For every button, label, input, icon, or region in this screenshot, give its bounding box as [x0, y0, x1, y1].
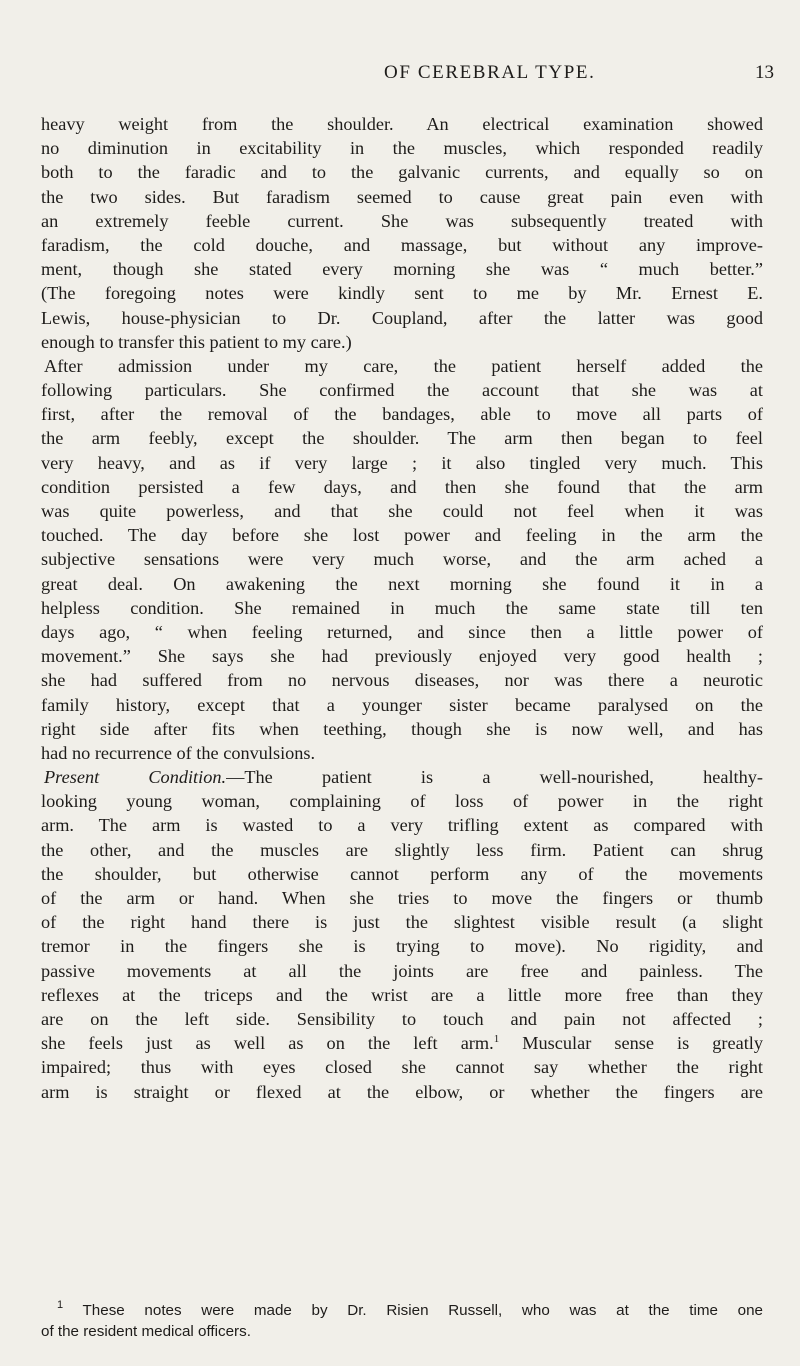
text-line: great deal. On awakening the next morning she found it in a	[41, 573, 763, 594]
text-line: are on the left side. Sensibility to touch and pain not affected ;	[41, 1008, 763, 1029]
footnote-reference[interactable]: 1	[493, 1033, 500, 1046]
footnote-text: These notes were made by Dr. Risien Russell, who was at the time one	[63, 1302, 763, 1319]
text-line: of the right hand there is just the slightest visible result (a slight	[41, 912, 763, 933]
text-line: both to the faradic and to the galvanic currents, and equally so on	[41, 162, 763, 183]
text-line: the shoulder, but otherwise cannot perform any of the movements	[41, 863, 763, 884]
text-line: arm is straight or flexed at the elbow, or whether the fingers are	[41, 1081, 763, 1102]
text-line: the other, and the muscles are slightly less firm. Patient can shrug	[41, 839, 763, 860]
text-line: helpless condition. She remained in much the same state till ten	[41, 597, 763, 618]
text-line: reflexes at the triceps and the wrist are a little more free than they	[41, 984, 763, 1005]
text-line: passive movements at all the joints are free and painless. The	[41, 960, 763, 981]
text-line: Lewis, house-physician to Dr. Coupland, after the latter was good	[41, 307, 763, 328]
text-line: no diminution in excitability in the muscles, which responded readily	[41, 138, 763, 159]
text-line: subjective sensations were very much worse, and the arm ached a	[41, 549, 763, 570]
text-run: Muscular sense is greatly	[499, 1033, 763, 1054]
text-line: ment, though she stated every morning she was “ much better.”	[41, 259, 763, 280]
text-line: had no recurrence of the convulsions.	[41, 742, 316, 763]
text-line: was quite powerless, and that she could not feel when it was	[41, 501, 763, 521]
text-line: After admission under my care, the patient herself added the	[44, 355, 763, 376]
text-line: faradism, the cold douche, and massage, but without any improve-	[41, 234, 763, 255]
text-line: looking young woman, complaining of loss of power in the right	[41, 791, 763, 812]
text-line: the two sides. But faradism seemed to cause great pain even with	[41, 186, 763, 207]
text-line: very heavy, and as if very large ; it also tingled very much. This	[41, 452, 763, 473]
text-line: tremor in the fingers she is trying to move). No rigidity, and	[41, 936, 763, 957]
footnote-marker: 1	[57, 1300, 64, 1311]
text-line: impaired; thus with eyes closed she cannot say whether the right	[41, 1057, 763, 1078]
footnote-ref-line	[41, 1031, 763, 1055]
text-line: heavy weight from the shoulder. An electrical examination showed	[41, 114, 763, 134]
text-line: right side after fits when teething, though she is now well, and has	[41, 718, 763, 739]
body-text	[41, 112, 763, 1104]
footnote	[41, 1300, 763, 1342]
text-line: of the arm or hand. When she tries to move the fingers or thumb	[41, 888, 763, 908]
text-line: she had suffered from no nervous diseases, nor was there a neurotic	[41, 670, 763, 691]
section-heading: Present Condition.	[44, 767, 227, 788]
text-line: an extremely feeble current. She was subsequently treated with	[41, 210, 763, 231]
text-line: enough to transfer this patient to my care.)	[41, 331, 352, 352]
page-number: 13	[755, 62, 774, 83]
text-run: she feels just as well as on the left arm.	[41, 1033, 494, 1054]
text-line: touched. The day before she lost power and feeling in the arm the	[41, 525, 763, 546]
running-head: OF CEREBRAL TYPE.	[384, 62, 596, 83]
page-header	[0, 62, 800, 92]
text-line: movement.” She says she had previously enjoyed very good health ;	[41, 646, 763, 667]
footnote-line	[41, 1300, 763, 1321]
text-run: The patient is a well-nourished, healthy-	[244, 767, 763, 788]
present-condition-line	[41, 765, 763, 789]
text-line: following particulars. She confirmed the account that she was at	[41, 380, 763, 401]
text-line: family history, except that a younger sister became paralysed on the	[41, 694, 763, 715]
text-line: first, after the removal of the bandages, able to move all parts of	[41, 404, 763, 425]
text-line: condition persisted a few days, and then she found that the arm	[41, 476, 763, 497]
em-dash: —	[226, 767, 245, 788]
text-line: arm. The arm is wasted to a very trifling extent as compared with	[41, 815, 763, 836]
footnote-line: of the resident medical officers.	[41, 1323, 251, 1340]
text-line: (The foregoing notes were kindly sent to me by Mr. Ernest E.	[41, 283, 763, 304]
text-line: days ago, “ when feeling returned, and since then a little power of	[41, 621, 763, 642]
text-line: the arm feebly, except the shoulder. The arm then began to feel	[41, 428, 763, 449]
